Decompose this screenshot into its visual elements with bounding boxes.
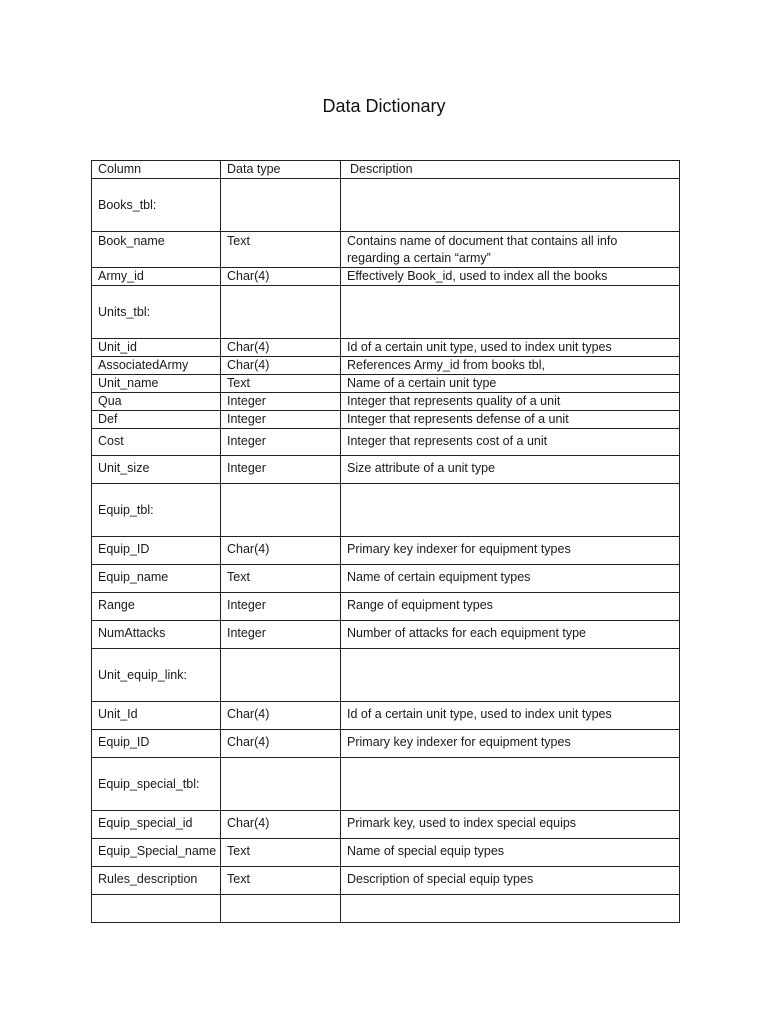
table-row [92, 867, 680, 895]
description-cell: Primary key indexer for equipment types [341, 537, 680, 565]
column-cell [92, 895, 221, 923]
table-row [92, 621, 680, 649]
column-cell: Equip_special_id [92, 811, 221, 839]
data-type-cell: Integer [221, 621, 341, 649]
table-row [92, 357, 680, 375]
description-cell: Number of attacks for each equipment type [341, 621, 680, 649]
column-cell: Cost [92, 429, 221, 456]
description-cell [341, 484, 680, 537]
table-row [92, 839, 680, 867]
column-cell: Units_tbl: [92, 286, 221, 339]
table-row [92, 411, 680, 429]
data-type-cell: Char(4) [221, 702, 341, 730]
description-cell [341, 895, 680, 923]
column-cell: Books_tbl: [92, 179, 221, 232]
data-type-cell: Integer [221, 456, 341, 484]
data-type-cell: Char(4) [221, 339, 341, 357]
description-cell [341, 758, 680, 811]
description-cell: Primark key, used to index special equips [341, 811, 680, 839]
description-cell: Size attribute of a unit type [341, 456, 680, 484]
table-row [92, 375, 680, 393]
table-group-row [92, 286, 680, 339]
data-type-cell [221, 649, 341, 702]
table-row [92, 429, 680, 456]
column-cell: Unit_name [92, 375, 221, 393]
table-group-row [92, 649, 680, 702]
table-row [92, 268, 680, 286]
table-group-row [92, 484, 680, 537]
data-type-cell: Text [221, 867, 341, 895]
table-row [92, 393, 680, 411]
description-cell: Name of a certain unit type [341, 375, 680, 393]
data-dictionary-table [91, 160, 680, 923]
data-type-cell: Text [221, 375, 341, 393]
column-cell: Equip_special_tbl: [92, 758, 221, 811]
description-cell: Description of special equip types [341, 867, 680, 895]
table-body [92, 161, 680, 923]
description-cell: Name of special equip types [341, 839, 680, 867]
column-cell: Unit_Id [92, 702, 221, 730]
table-row [92, 811, 680, 839]
description-cell: Contains name of document that contains all info regarding a certain “army” [341, 232, 680, 268]
data-type-cell [221, 484, 341, 537]
column-cell: Qua [92, 393, 221, 411]
column-cell: Book_name [92, 232, 221, 268]
column-cell: Equip_tbl: [92, 484, 221, 537]
column-cell: Equip_Special_name [92, 839, 221, 867]
description-cell: References Army_id from books tbl, [341, 357, 680, 375]
description-cell: Integer that represents quality of a unit [341, 393, 680, 411]
column-cell: Range [92, 593, 221, 621]
table-row [92, 565, 680, 593]
table-row [92, 339, 680, 357]
data-type-cell: Integer [221, 429, 341, 456]
document-title: Data Dictionary [322, 96, 446, 116]
column-cell: Def [92, 411, 221, 429]
column-cell: Rules_description [92, 867, 221, 895]
data-type-cell: Integer [221, 411, 341, 429]
data-type-cell: Char(4) [221, 537, 341, 565]
column-cell: AssociatedArmy [92, 357, 221, 375]
data-type-cell [221, 758, 341, 811]
data-type-cell: Integer [221, 593, 341, 621]
header-column-cell: Column [92, 161, 221, 179]
column-cell: Unit_equip_link: [92, 649, 221, 702]
data-type-cell: Char(4) [221, 730, 341, 758]
description-cell: Id of a certain unit type, used to index unit types [341, 339, 680, 357]
column-cell: Army_id [92, 268, 221, 286]
header-data-type-cell: Data type [221, 161, 341, 179]
description-cell [341, 649, 680, 702]
description-cell: Effectively Book_id, used to index all the books [341, 268, 680, 286]
column-cell: NumAttacks [92, 621, 221, 649]
data-type-cell: Char(4) [221, 357, 341, 375]
description-cell: Id of a certain unit type, used to index unit types [341, 702, 680, 730]
data-type-cell [221, 286, 341, 339]
table-row [92, 593, 680, 621]
column-cell: Unit_size [92, 456, 221, 484]
description-cell: Integer that represents defense of a unit [341, 411, 680, 429]
table-group-row [92, 179, 680, 232]
description-cell [341, 179, 680, 232]
table-group-row [92, 758, 680, 811]
column-cell: Unit_id [92, 339, 221, 357]
description-cell: Name of certain equipment types [341, 565, 680, 593]
data-type-cell: Char(4) [221, 811, 341, 839]
data-type-cell [221, 895, 341, 923]
data-type-cell: Text [221, 232, 341, 268]
table-row [92, 730, 680, 758]
table-row [92, 232, 680, 268]
data-type-cell: Char(4) [221, 268, 341, 286]
header-description-cell: Description [341, 161, 680, 179]
description-cell [341, 286, 680, 339]
table-row [92, 895, 680, 923]
table-row [92, 537, 680, 565]
column-cell: Equip_ID [92, 537, 221, 565]
data-type-cell [221, 179, 341, 232]
data-type-cell: Integer [221, 393, 341, 411]
description-cell: Primary key indexer for equipment types [341, 730, 680, 758]
data-type-cell: Text [221, 565, 341, 593]
table-header-row [92, 161, 680, 179]
table-row [92, 456, 680, 484]
table-row [92, 702, 680, 730]
column-cell: Equip_ID [92, 730, 221, 758]
data-type-cell: Text [221, 839, 341, 867]
description-cell: Range of equipment types [341, 593, 680, 621]
column-cell: Equip_name [92, 565, 221, 593]
description-cell: Integer that represents cost of a unit [341, 429, 680, 456]
